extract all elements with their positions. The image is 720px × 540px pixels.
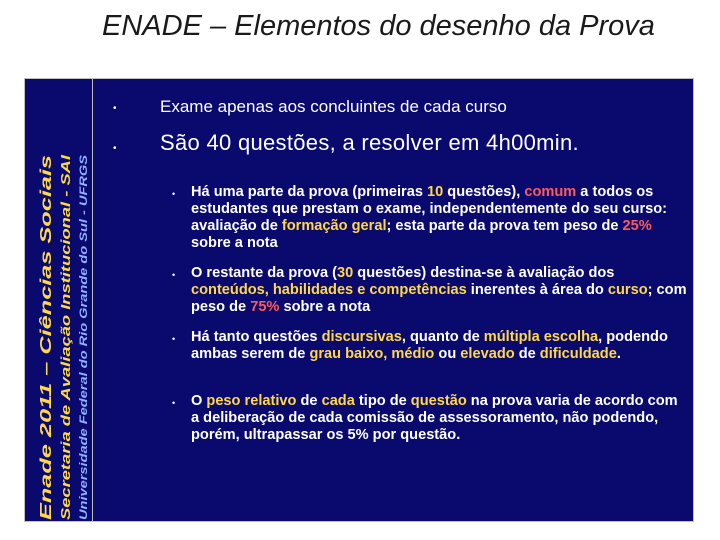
text-segment: O restante da prova ( xyxy=(191,265,337,281)
text-segment: de xyxy=(296,393,322,409)
text-segment: Há tanto questões xyxy=(191,329,322,345)
sub-bullet-2 xyxy=(172,265,687,316)
text-segment: ou xyxy=(434,346,461,362)
text-segment: ; com peso de xyxy=(191,282,687,315)
highlight: formação geral xyxy=(281,218,387,234)
highlight: dificuldade xyxy=(539,346,617,362)
bullet-marker: • xyxy=(172,334,176,344)
bullet-item-1: Exame apenas aos concluintes de cada curso xyxy=(160,97,507,116)
sidebar-vertical-text xyxy=(34,150,94,520)
text-segment: tipo de xyxy=(354,393,411,409)
sidebar-line-3: Universidade Federal do Rio Grande do Sul - UFRGS xyxy=(78,244,90,520)
highlight: 10 xyxy=(427,184,444,200)
bullet-marker: • xyxy=(113,143,117,154)
text-segment: Há uma parte da prova (primeiras xyxy=(191,184,428,200)
text-segment: ; esta parte da prova tem peso de xyxy=(386,218,623,234)
slide-title: ENADE – Elementos do desenho da Prova xyxy=(102,10,655,42)
text-segment: . xyxy=(616,346,621,362)
sidebar-line-2: Secretaria de Avaliação Institucional - SAI xyxy=(59,271,73,520)
highlight: conteúdos, habilidades e competências xyxy=(191,282,467,298)
bullet-marker: • xyxy=(172,398,176,408)
highlight: discursivas xyxy=(321,329,402,345)
text-segment: , quanto de xyxy=(401,329,484,345)
sidebar-line-1: Enade 2011 – Ciências Sociais xyxy=(38,296,55,520)
highlight: baixo, médio xyxy=(345,346,435,362)
text-segment: sobre a nota xyxy=(191,235,278,251)
text-segment: questões), xyxy=(443,184,525,200)
text-segment: de xyxy=(514,346,540,362)
bullet-marker: • xyxy=(113,103,117,114)
highlight: 75% xyxy=(250,299,280,315)
highlight: curso xyxy=(607,282,648,298)
highlight: 25% xyxy=(622,218,652,234)
highlight: elevado xyxy=(460,346,515,362)
bullet-marker: • xyxy=(172,270,176,280)
sub-bullet-1 xyxy=(172,184,687,252)
highlight: 30 xyxy=(336,265,354,281)
text-segment: questões) destina-se à avaliação dos xyxy=(353,265,615,281)
text-segment: , podendo ambas serem de xyxy=(191,329,668,362)
highlight: grau xyxy=(309,346,342,362)
bullet-marker: • xyxy=(172,189,176,199)
sub-bullet-4 xyxy=(172,393,687,444)
highlight: comum xyxy=(524,184,577,200)
text-segment: inerentes à área do xyxy=(466,282,608,298)
sub-bullet-3 xyxy=(172,329,687,363)
text-segment: a todos os estudantes que prestam o exame, independentemente do seu curso: avaliação de xyxy=(191,184,668,234)
highlight: questão xyxy=(410,393,467,409)
bullet-item-2: São 40 questões, a resolver em 4h00min. xyxy=(160,130,579,155)
text-segment: O xyxy=(191,393,207,409)
highlight: múltipla escolha xyxy=(483,329,599,345)
text-segment: sobre a nota xyxy=(279,299,371,315)
text-segment: na prova varia de acordo com a deliberação de cada comissão de assessoramento, não podendo, porém, ultrapassar os 5% por questão. xyxy=(191,393,678,443)
highlight: cada xyxy=(321,393,355,409)
highlight: peso relativo xyxy=(206,393,297,409)
